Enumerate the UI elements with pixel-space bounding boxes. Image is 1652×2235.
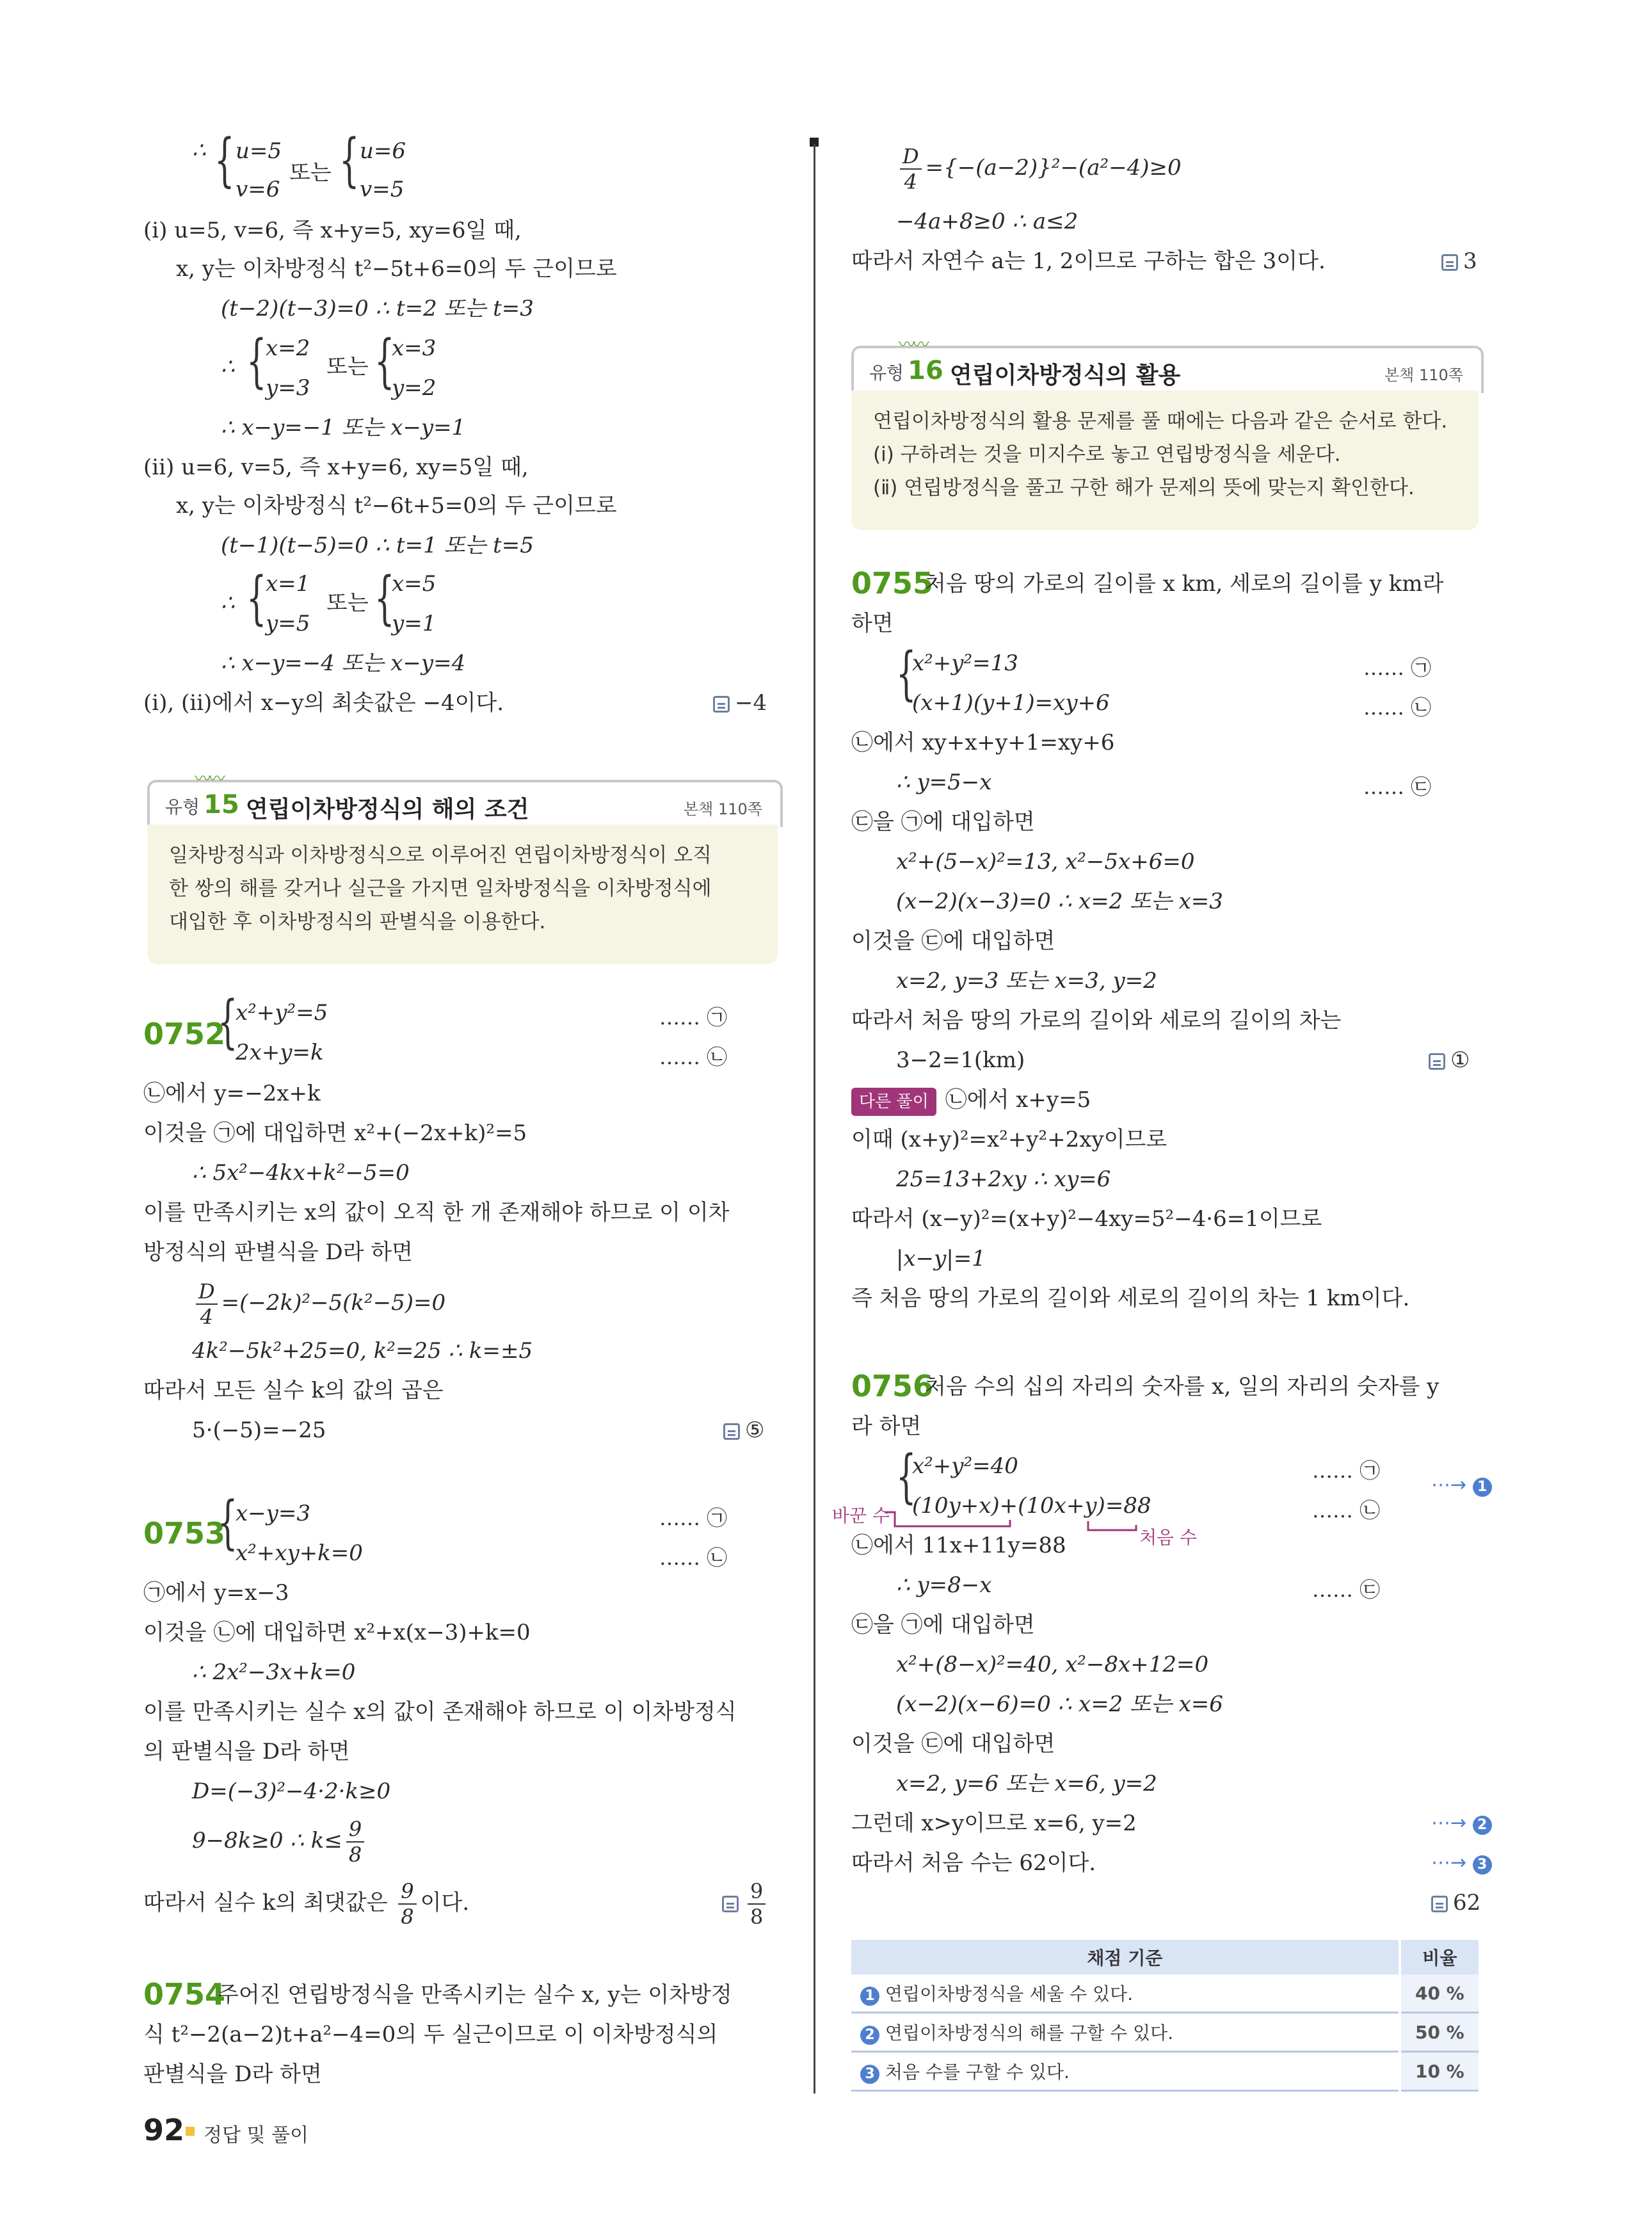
math-line: ∴ 2x²−3x+k=0 — [192, 1659, 356, 1685]
math-line: 5·(−5)=−25 — [192, 1417, 326, 1443]
equation-mark: …… ㉠ — [659, 1506, 728, 1530]
math-line: ㉡에서 xy+x+y+1=xy+6 — [851, 730, 1115, 755]
equation-mark: …… ㉡ — [659, 1545, 728, 1570]
math-line: y=3 — [266, 375, 310, 401]
math-line: x²+(8−x)²=40, x²−8x+12=0 — [896, 1652, 1209, 1677]
answer: 3 — [1441, 248, 1477, 274]
reference: 본책 110쪽 — [1384, 366, 1463, 384]
text-line: ㉢을 ㉠에 대입하면 — [851, 1612, 1035, 1638]
connector-text: 또는 — [326, 354, 369, 380]
text-line: ㉢을 ㉠에 대입하면 — [851, 809, 1035, 835]
problem-number: 0756 — [851, 1369, 934, 1403]
brace: { — [896, 1443, 917, 1510]
step-marker: ⋯→ 2 — [1431, 1812, 1492, 1835]
type-title: 연립이차방정식의 해의 조건 — [246, 796, 529, 823]
text-line: 이것을 ㉢에 대입하면 — [851, 928, 1055, 954]
discriminant-line: $\frac{D}{4}$ ={−(a−2)}²−(a²−4)≥0 — [896, 142, 1182, 193]
math-line: v=6 — [236, 177, 280, 202]
therefore-symbol: ∴ — [221, 354, 235, 380]
math-line: −4a+8≥0 ∴ a≤2 — [896, 209, 1079, 234]
answer-icon — [1429, 1053, 1445, 1070]
equation-mark: …… ㉢ — [1363, 775, 1432, 799]
footer-title: 정답 및 풀이 — [204, 2124, 309, 2147]
type-label: 유형 15 — [165, 790, 239, 819]
brace: { — [246, 328, 267, 395]
reference: 본책 110쪽 — [684, 800, 762, 818]
math-line: 2x+y=k — [236, 1040, 324, 1065]
math-line: v=5 — [360, 177, 405, 202]
answer-icon — [713, 696, 730, 713]
math-line: ∴ x−y=−1 또는 x−y=1 — [221, 415, 466, 440]
tip-box — [851, 391, 1479, 530]
column-divider — [814, 144, 815, 2094]
math-line: x²+(5−x)²=13, x²−5x+6=0 — [896, 849, 1195, 875]
answer-icon — [723, 1423, 740, 1440]
text-line: 따라서 자연수 a는 1, 2이므로 구하는 합은 3이다. — [851, 248, 1326, 274]
text-line: 의 판별식을 D라 하면 — [143, 1739, 350, 1764]
math-line: x²+y²=5 — [236, 1000, 328, 1026]
answer: 62 — [1431, 1890, 1480, 1916]
math-line: ∴ x−y=−4 또는 x−y=4 — [221, 650, 466, 676]
fraction: $\frac{9}{8}$ — [346, 1819, 364, 1865]
criteria-cell: 3 처음 수를 구할 수 있다. — [851, 2052, 1400, 2091]
criteria-cell: 1 연립이차방정식을 세울 수 있다. — [851, 1974, 1400, 2013]
math-line: |x−y|=1 — [896, 1246, 986, 1271]
answer-icon — [1441, 254, 1458, 271]
type-header-15 — [147, 770, 783, 827]
brace: { — [214, 127, 235, 194]
step-marker: ⋯→ 1 — [1431, 1474, 1492, 1497]
tip-line: (ⅱ) 연립방정식을 풀고 구한 해가 문제의 뜻에 맞는지 확인한다. — [873, 476, 1415, 499]
math-line: x=3 — [392, 335, 437, 361]
ratio-cell: 40 % — [1400, 1974, 1479, 2013]
math-line: ㉠에서 y=x−3 — [143, 1580, 289, 1606]
alt-solution-badge: 다른 풀이 — [851, 1088, 936, 1116]
math-line: 25=13+2xy ∴ xy=6 — [896, 1166, 1111, 1192]
text-line: (ⅰ) u=5, v=6, 즉 x+y=5, xy=6일 때, — [143, 218, 522, 243]
brace: { — [374, 565, 395, 632]
fraction: $\frac{9}{8}$ — [398, 1881, 416, 1927]
math-line: (x−2)(x−6)=0 ∴ x=2 또는 x=6 — [896, 1691, 1223, 1717]
ratio-cell: 10 % — [1400, 2052, 1479, 2091]
math-line: (10y+x)+(10x+y)=88 — [912, 1493, 1151, 1519]
therefore-symbol: ∴ — [221, 590, 235, 616]
type-title: 연립이차방정식의 활용 — [950, 362, 1181, 389]
header-ratio: 비율 — [1400, 1940, 1479, 1974]
type-header-16 — [851, 335, 1484, 393]
math-line: ㉡에서 11x+11y=88 — [851, 1533, 1066, 1558]
ratio-cell: 50 % — [1400, 2013, 1479, 2052]
equation-mark: …… ㉡ — [659, 1045, 728, 1069]
fraction: $\frac{D}{4}$ — [900, 146, 922, 192]
text-line: 이때 (x+y)²=x²+y²+2xy이므로 — [851, 1127, 1167, 1152]
tip-line: 대입한 후 이차방정식의 판별식을 이용한다. — [169, 910, 546, 933]
math-line: x²+xy+k=0 — [236, 1540, 363, 1566]
math-line: 이것을 ㉠에 대입하면 x²+(−2x+k)²=5 — [143, 1120, 527, 1146]
math-line: x=2, y=3 또는 x=3, y=2 — [896, 968, 1157, 994]
zigzag-icon: 〰〰 — [195, 770, 223, 789]
math-line: ∴ y=5−x — [896, 770, 992, 795]
fraction: $\frac{D}{4}$ — [196, 1281, 218, 1327]
tip-line: 한 쌍의 해를 갖거나 실근을 가지면 일차방정식을 이차방정식에 — [169, 877, 712, 900]
table-row — [851, 2052, 1479, 2091]
annotation-original-number: 처음 수 — [1139, 1527, 1198, 1548]
math-line: D=(−3)²−4·2·k≥0 — [192, 1779, 391, 1804]
inequality-line: 9−8k≥0 ∴ k≤ $\frac{9}{8}$ — [192, 1815, 368, 1866]
text-line: 따라서 처음 수는 62이다. — [851, 1850, 1096, 1876]
text-line: 처음 땅의 가로의 길이를 x km, 세로의 길이를 y km라 — [925, 571, 1444, 597]
text-line: x, y는 이차방정식 t²−6t+5=0의 두 근이므로 — [176, 493, 617, 519]
table-row — [851, 2013, 1479, 2052]
text-line: (ⅰ), (ⅱ)에서 x−y의 최솟값은 −4이다. — [143, 690, 504, 716]
math-line: ∴ y=8−x — [896, 1572, 992, 1598]
text-line: 하면 — [851, 611, 894, 636]
problem-number: 0755 — [851, 566, 934, 601]
brace: { — [374, 328, 395, 395]
math-line: x²+y²=13 — [912, 650, 1018, 676]
brace: { — [896, 640, 917, 707]
discriminant-line: $\frac{D}{4}$ =(−2k)²−5(k²−5)=0 — [192, 1277, 445, 1328]
text-line: 식 t²−2(a−2)t+a²−4=0의 두 실근이므로 이 이차방정식의 — [143, 2022, 718, 2047]
tip-line: 연립이차방정식의 활용 문제를 풀 때에는 다음과 같은 순서로 한다. — [873, 410, 1448, 433]
tip-line: (ⅰ) 구하려는 것을 미지수로 놓고 연립방정식을 세운다. — [873, 443, 1341, 466]
answer: −4 — [713, 690, 767, 716]
text-line: 이것을 ㉢에 대입하면 — [851, 1731, 1055, 1757]
problem-number: 0752 — [143, 1017, 226, 1051]
text-line: (ⅱ) u=6, v=5, 즉 x+y=6, xy=5일 때, — [143, 455, 529, 480]
therefore-symbol: ∴ — [192, 138, 206, 163]
math-line: (x+1)(y+1)=xy+6 — [912, 690, 1110, 716]
text-line: x, y는 이차방정식 t²−5t+6=0의 두 근이므로 — [176, 256, 617, 282]
tip-line: 일차방정식과 이차방정식으로 이루어진 연립이차방정식이 오직 — [169, 844, 712, 867]
zigzag-icon: 〰〰 — [899, 335, 927, 355]
text-line: 즉 처음 땅의 가로의 길이와 세로의 길이의 차는 1 km이다. — [851, 1286, 1410, 1311]
math-line: y=5 — [266, 611, 310, 636]
answer-icon — [1431, 1896, 1448, 1912]
alt-solution-line: 다른 풀이 ㉡에서 x+y=5 — [851, 1087, 1091, 1116]
criteria-cell: 2 연립이차방정식의 해를 구할 수 있다. — [851, 2013, 1400, 2052]
connector-text: 또는 — [289, 160, 332, 186]
equation-mark: …… ㉠ — [1312, 1458, 1381, 1483]
equation-mark: …… ㉡ — [1363, 695, 1432, 720]
math-line: x=2 — [266, 335, 310, 361]
math-line: ㉡에서 y=−2x+k — [143, 1081, 321, 1106]
math-line: (x−2)(x−3)=0 ∴ x=2 또는 x=3 — [896, 889, 1223, 914]
text-line: 처음 수의 십의 자리의 숫자를 x, 일의 자리의 숫자를 y — [925, 1374, 1439, 1400]
answer — [722, 1877, 769, 1928]
connector-text: 또는 — [326, 590, 369, 616]
math-line: u=6 — [360, 138, 406, 164]
answer: ⑤ — [723, 1417, 764, 1443]
text-line: 판별식을 D라 하면 — [143, 2062, 322, 2087]
equation-mark: …… ㉢ — [1312, 1577, 1381, 1602]
table-header-row — [851, 1940, 1479, 1974]
text-line: 라 하면 — [851, 1414, 922, 1439]
text-line: 이를 만족시키는 실수 x의 값이 존재해야 하므로 이 이차방정식 — [143, 1699, 737, 1725]
answer-icon — [722, 1896, 739, 1912]
text-line: 방정식의 판별식을 D라 하면 — [143, 1239, 413, 1265]
math-line: 이것을 ㉡에 대입하면 x²+x(x−3)+k=0 — [143, 1620, 531, 1645]
text-line: 주어진 연립방정식을 만족시키는 실수 x, y는 이차방정 — [218, 1982, 732, 2008]
math-line: u=5 — [236, 138, 282, 164]
type-label: 유형 16 — [869, 356, 943, 385]
math-line: 4k²−5k²+25=0, k²=25 ∴ k=±5 — [192, 1338, 533, 1364]
math-line: (t−1)(t−5)=0 ∴ t=1 또는 t=5 — [221, 533, 534, 558]
text-line: 따라서 처음 땅의 가로의 길이와 세로의 길이의 차는 — [851, 1008, 1342, 1033]
math-line: ∴ 5x²−4kx+k²−5=0 — [192, 1160, 410, 1186]
math-line: x=5 — [392, 571, 437, 597]
step-marker: ⋯→ 3 — [1431, 1852, 1492, 1875]
problem-number: 0753 — [143, 1516, 226, 1551]
table-row — [851, 1974, 1479, 2013]
math-line: y=2 — [392, 375, 437, 401]
brace: { — [339, 127, 360, 194]
text-line: 따라서 실수 k의 최댓값은 $\frac{9}{8}$ 이다. — [143, 1879, 470, 1929]
math-line: x=1 — [266, 571, 310, 597]
page-number: 92 — [143, 2113, 185, 2147]
footer-square-icon — [186, 2127, 195, 2136]
fraction: $\frac{9}{8}$ — [748, 1881, 766, 1927]
text-line: 따라서 모든 실수 k의 값의 곱은 — [143, 1378, 444, 1403]
text-line: 따라서 (x−y)²=(x+y)²−4xy=5²−4·6=1이므로 — [851, 1206, 1322, 1232]
annotation-swapped-number: 바꾼 수 — [832, 1505, 890, 1526]
grading-table — [851, 1940, 1479, 2092]
math-line: x²+y²=40 — [912, 1453, 1018, 1479]
brace: { — [246, 565, 267, 632]
math-line: x−y=3 — [236, 1501, 310, 1526]
tip-box — [147, 825, 778, 964]
equation-mark: …… ㉡ — [1312, 1498, 1381, 1522]
math-line: 3−2=1(km) — [896, 1047, 1025, 1073]
problem-number: 0754 — [143, 1977, 226, 2012]
math-line: x=2, y=6 또는 x=6, y=2 — [896, 1771, 1157, 1796]
equation-mark: …… ㉠ — [1363, 656, 1432, 680]
brace: { — [218, 1489, 238, 1556]
equation-mark: …… ㉠ — [659, 1005, 728, 1029]
math-line: (t−2)(t−3)=0 ∴ t=2 또는 t=3 — [221, 296, 534, 321]
math-line: y=1 — [392, 611, 437, 636]
brace: { — [218, 988, 238, 1056]
text-line: 이를 만족시키는 x의 값이 오직 한 개 존재해야 하므로 이 이차 — [143, 1200, 730, 1225]
text-line: 그런데 x>y이므로 x=6, y=2 — [851, 1811, 1137, 1836]
header-criteria: 채점 기준 — [851, 1940, 1400, 1974]
answer: ① — [1429, 1047, 1470, 1073]
